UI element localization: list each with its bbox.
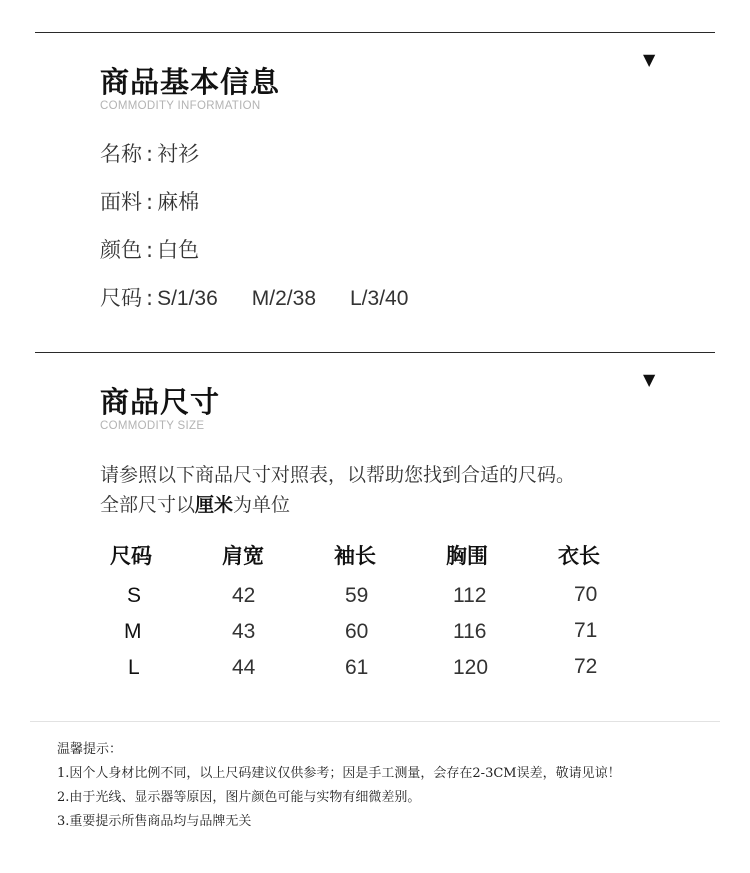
size-value: S/1/36: [157, 287, 218, 310]
table-cell-size: L: [128, 656, 140, 679]
info-value: 白色: [157, 238, 200, 262]
table-header-length: 衣长: [558, 544, 600, 568]
table-header-sleeve: 袖长: [334, 544, 376, 568]
table-cell: 72: [574, 655, 598, 678]
size-section-subtitle: COMMODITY SIZE: [100, 420, 205, 432]
basic-info-title: 商品基本信息: [100, 65, 281, 99]
notes-item: 2.由于光线、显示器等原因，图片颜色可能与实物有细微差别。: [57, 790, 421, 805]
info-row-color: 颜色 : 白色: [100, 238, 200, 262]
notes-title: 温馨提示：: [57, 742, 123, 757]
notes-block: [57, 738, 621, 834]
table-cell: 60: [345, 620, 369, 643]
notes-item: 1.因个人身材比例不同，以上尺码建议仅供参考；因是手工测量，会存在2-3CM误差，敬请见谅！: [57, 766, 621, 781]
info-value: 麻棉: [157, 190, 200, 214]
notes-divider: [30, 721, 720, 722]
table-header-size: 尺码: [110, 544, 152, 568]
table-cell: 44: [232, 656, 256, 679]
info-label: 颜色: [100, 238, 142, 262]
table-cell: 120: [453, 656, 489, 679]
table-cell: 43: [232, 620, 256, 643]
triangle-down-icon[interactable]: ▼: [643, 50, 656, 69]
table-cell: 112: [453, 584, 487, 607]
size-section-title: 商品尺寸: [100, 385, 221, 419]
info-row-fabric: 面料 : 麻棉: [100, 190, 200, 214]
table-header-chest: 胸围: [446, 544, 488, 568]
table-cell: 116: [453, 620, 487, 643]
table-cell-size: S: [127, 584, 142, 607]
size-value: M/2/38: [251, 287, 316, 310]
table-cell: 42: [232, 584, 256, 607]
intro-text: 全部尺寸以: [100, 494, 196, 516]
info-label: 面料: [100, 190, 142, 214]
size-intro-line2: [100, 490, 290, 517]
table-cell: 70: [574, 583, 598, 606]
info-value: 衬衫: [157, 142, 200, 166]
table-cell: 59: [345, 584, 369, 607]
triangle-down-icon[interactable]: ▼: [643, 370, 656, 389]
info-row-size: 尺码 : S/1/36 M/2/38 L/3/40: [100, 286, 409, 310]
table-cell: 71: [574, 619, 598, 642]
section-divider: [35, 352, 715, 353]
intro-unit: 厘米: [195, 494, 234, 516]
intro-text: 为单位: [233, 494, 291, 516]
size-intro-line1: 请参照以下商品尺寸对照表，以帮助您找到合适的尺码。: [100, 464, 576, 486]
size-value: L/3/40: [350, 287, 409, 310]
notes-item: 3.重要提示所售商品均与品牌无关: [57, 814, 252, 829]
basic-info-subtitle: COMMODITY INFORMATION: [100, 100, 261, 112]
table-header-shoulder: 肩宽: [222, 544, 264, 568]
info-row-name: 名称 : 衬衫: [100, 142, 200, 166]
table-cell: 61: [345, 656, 369, 679]
table-cell-size: M: [124, 620, 142, 643]
info-label: 尺码: [100, 286, 142, 310]
top-divider: [35, 32, 715, 33]
info-label: 名称: [100, 142, 142, 166]
